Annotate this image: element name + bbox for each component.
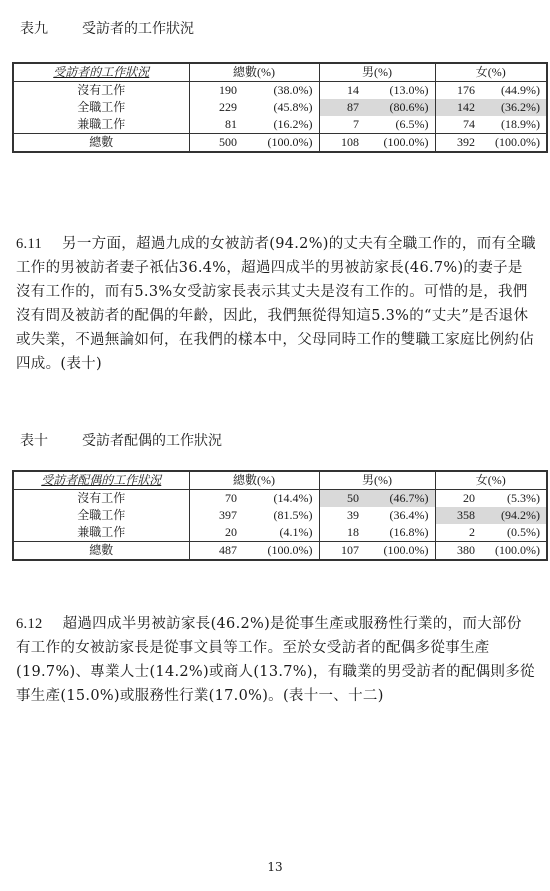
cell-percent: (16.8%) <box>371 524 435 542</box>
cell-percent: (38.0%) <box>249 82 319 100</box>
cell-value-highlighted: 87 <box>319 99 371 116</box>
cell-percent: (81.5%) <box>249 507 319 524</box>
paragraph-6-12 <box>16 612 536 708</box>
cell-percent: (14.4%) <box>249 490 319 508</box>
table-row <box>13 116 547 134</box>
cell-percent: (5.3%) <box>507 491 540 505</box>
cell-value: 190 <box>219 83 237 97</box>
table-row <box>13 507 547 524</box>
cell-value: 81 <box>225 117 237 131</box>
table9-title: 受訪者的工作狀況 <box>82 21 194 37</box>
paragraph-6-11 <box>16 232 536 376</box>
total-percent: (100.0%) <box>371 542 435 561</box>
paragraph-text: 另一方面，超過九成的女被訪者(94.2%)的丈夫有全職工作的，而有全職工作的男被訪者妻子祇佔36.4%，超過四成半的男被訪家長(46.7%)的妻子是沒有工作的，而有5.3%女受訪家長表示其丈夫是沒有工作的。可惜的是，我們沒有問及被訪者的配偶的年齡，因此，我們無從得知這5.3%的“丈夫”是否退休或失業，不過無論如何，在我們的樣本中，父母同時工作的雙職工家庭比例約佔四成。(表十) <box>16 236 536 372</box>
cell-value: 2 <box>469 525 475 539</box>
row-label: 兼職工作 <box>13 524 189 542</box>
cell-value: 74 <box>463 117 475 131</box>
row-label: 全職工作 <box>13 99 189 116</box>
total-value: 108 <box>319 134 371 153</box>
table-total-row <box>13 542 547 561</box>
cell-percent-highlighted: (36.2%) <box>487 99 547 116</box>
cell-percent: (45.8%) <box>249 99 319 116</box>
cell-value: 397 <box>219 508 237 522</box>
cell-percent: (16.2%) <box>249 116 319 134</box>
table9-caption <box>20 18 194 38</box>
table9-header-male: 男(%) <box>319 63 435 82</box>
table10-corner-header: 受訪者配偶的工作狀況 <box>13 471 189 490</box>
cell-value: 229 <box>219 100 237 114</box>
total-value: 107 <box>319 542 371 561</box>
table10-header-male: 男(%) <box>319 471 435 490</box>
total-label: 總數 <box>13 134 189 153</box>
cell-percent: (6.5%) <box>371 116 435 134</box>
cell-percent: (4.1%) <box>249 524 319 542</box>
cell-value: 18 <box>347 525 359 539</box>
table-total-row <box>13 134 547 153</box>
row-label: 全職工作 <box>13 507 189 524</box>
table9-label: 表九 <box>20 21 48 37</box>
table10-header-total: 總數(%) <box>189 471 319 490</box>
cell-value: 20 <box>463 491 475 505</box>
table9-header-female: 女(%) <box>435 63 547 82</box>
table9-corner-header: 受訪者的工作狀況 <box>13 63 189 82</box>
table10-header-female: 女(%) <box>435 471 547 490</box>
table10-label: 表十 <box>20 433 48 449</box>
total-percent: (100.0%) <box>371 134 435 153</box>
total-percent: (100.0%) <box>487 542 547 561</box>
cell-value: 70 <box>225 491 237 505</box>
total-label: 總數 <box>13 542 189 561</box>
total-percent: (100.0%) <box>249 542 319 561</box>
cell-percent: (13.0%) <box>371 82 435 100</box>
table10-title: 受訪者配偶的工作狀況 <box>82 433 222 449</box>
total-percent: (100.0%) <box>249 134 319 153</box>
total-value: 487 <box>189 542 249 561</box>
total-percent: (100.0%) <box>487 134 547 153</box>
cell-percent-highlighted: (80.6%) <box>371 99 435 116</box>
paragraph-text: 超過四成半男被訪家長(46.2%)是從事生產或服務性行業的，而大部份有工作的女被訪家長是從事文員等工作。至於女受訪者的配偶多從事生產(19.7%)、專業人士(14.2%)或商人(13.7%)，有職業的男受訪者的配偶則多從事生產(15.0%)或服務性行業(17.0%)。(表十一、十二) <box>16 616 535 704</box>
total-value: 380 <box>435 542 487 561</box>
table9-header-total: 總數(%) <box>189 63 319 82</box>
table-row <box>13 524 547 542</box>
page-number: 13 <box>267 860 283 874</box>
cell-value: 14 <box>347 83 359 97</box>
cell-value-highlighted: 358 <box>435 507 487 524</box>
table-row <box>13 490 547 508</box>
cell-value-highlighted: 50 <box>319 490 371 508</box>
section-number: 6.12 <box>16 616 43 632</box>
total-value: 500 <box>189 134 249 153</box>
row-label: 兼職工作 <box>13 116 189 134</box>
table9 <box>12 62 548 153</box>
section-number: 6.11 <box>16 236 43 252</box>
table10-caption <box>20 430 222 450</box>
cell-value: 176 <box>457 83 475 97</box>
row-label: 沒有工作 <box>13 82 189 100</box>
table-row <box>13 99 547 116</box>
cell-percent-highlighted: (94.2%) <box>487 507 547 524</box>
cell-value: 7 <box>353 117 359 131</box>
table-row <box>13 82 547 100</box>
table10 <box>12 470 548 561</box>
cell-value: 39 <box>347 508 359 522</box>
cell-percent: (44.9%) <box>501 83 540 97</box>
cell-percent: (18.9%) <box>501 117 540 131</box>
cell-value: 20 <box>225 525 237 539</box>
total-value: 392 <box>435 134 487 153</box>
cell-percent-highlighted: (46.7%) <box>371 490 435 508</box>
cell-value-highlighted: 142 <box>435 99 487 116</box>
cell-percent: (0.5%) <box>507 525 540 539</box>
row-label: 沒有工作 <box>13 490 189 508</box>
cell-percent: (36.4%) <box>371 507 435 524</box>
